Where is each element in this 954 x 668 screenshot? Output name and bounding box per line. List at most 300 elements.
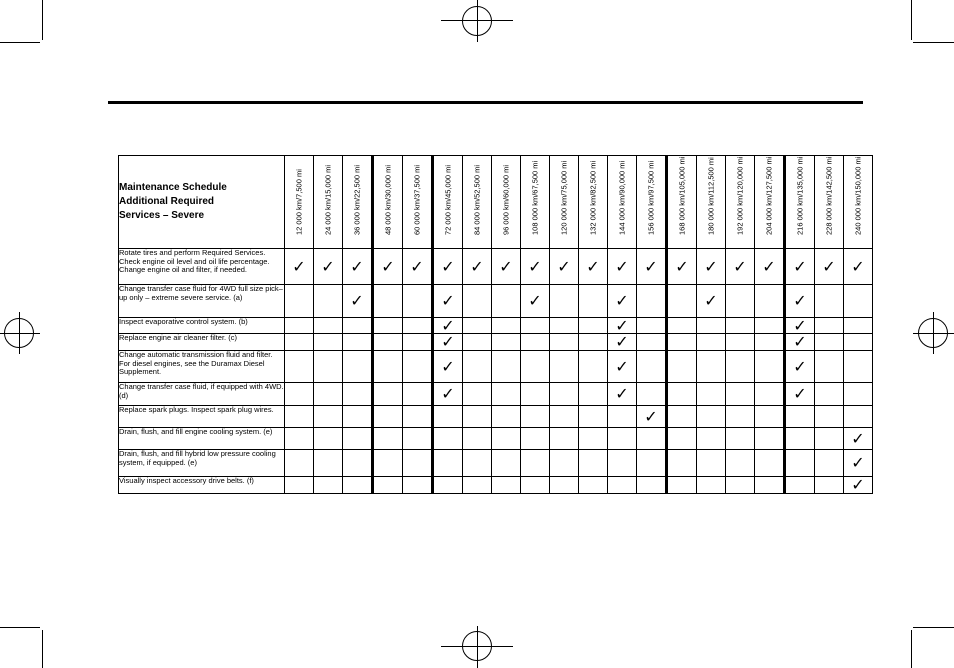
schedule-cell [403, 383, 433, 406]
schedule-cell [815, 334, 844, 351]
schedule-cell [667, 318, 697, 334]
schedule-cell [550, 334, 579, 351]
schedule-cell [755, 406, 785, 428]
table-row [119, 249, 873, 285]
schedule-title [119, 156, 285, 249]
schedule-cell [433, 351, 463, 383]
interval-label: 60 000 km/37,500 mi [412, 164, 422, 235]
schedule-cell [637, 383, 667, 406]
check-mark-icon: ✓ [441, 256, 455, 276]
schedule-cell [608, 450, 637, 477]
schedule-cell [373, 383, 403, 406]
schedule-cell [844, 477, 873, 494]
schedule-cell [285, 383, 314, 406]
schedule-cell [433, 477, 463, 494]
schedule-cell [726, 334, 755, 351]
check-mark-icon: ✓ [470, 256, 484, 276]
schedule-cell [521, 428, 550, 450]
schedule-cell [785, 450, 815, 477]
interval-header [433, 156, 463, 249]
check-mark-icon: ✓ [851, 453, 865, 472]
check-mark-icon: ✓ [321, 256, 335, 276]
schedule-cell [579, 249, 608, 285]
interval-label: 204 000 km/127,500 mi [764, 156, 774, 235]
schedule-cell [521, 383, 550, 406]
schedule-cell [521, 318, 550, 334]
schedule-cell [403, 428, 433, 450]
check-mark-icon: ✓ [644, 256, 658, 276]
schedule-cell [285, 249, 314, 285]
schedule-cell [815, 450, 844, 477]
schedule-cell [492, 351, 521, 383]
service-description: Rotate tires and perform Required Services. Check engine oil level and oil life percentage. Change engine oil and filter, if needed. [119, 249, 285, 285]
schedule-cell [726, 383, 755, 406]
schedule-cell [403, 406, 433, 428]
schedule-cell [343, 383, 373, 406]
interval-label: 120 000 km/75,000 mi [559, 160, 569, 235]
check-mark-icon: ✓ [793, 291, 807, 310]
schedule-cell [521, 351, 550, 383]
check-mark-icon: ✓ [441, 332, 455, 351]
schedule-cell [521, 477, 550, 494]
registration-target-left [4, 318, 34, 348]
service-description: Drain, flush, and fill engine cooling system. (e) [119, 428, 285, 450]
interval-header [403, 156, 433, 249]
interval-label: 216 000 km/135,000 mi [795, 156, 805, 235]
schedule-cell [285, 318, 314, 334]
interval-label: 132 000 km/82,500 mi [588, 160, 598, 235]
check-mark-icon: ✓ [557, 256, 571, 276]
schedule-cell [697, 477, 726, 494]
service-description: Change automatic transmission fluid and filter. For diesel engines, see the Duramax Diesel Supplement. [119, 351, 285, 383]
schedule-cell [433, 383, 463, 406]
schedule-cell [637, 249, 667, 285]
table-row [119, 318, 873, 334]
schedule-cell [726, 249, 755, 285]
schedule-cell [314, 249, 343, 285]
interval-header [463, 156, 492, 249]
schedule-cell [726, 477, 755, 494]
schedule-cell [285, 477, 314, 494]
check-mark-icon: ✓ [615, 291, 629, 310]
schedule-cell [550, 450, 579, 477]
check-mark-icon: ✓ [615, 384, 629, 403]
schedule-cell [815, 318, 844, 334]
schedule-cell [755, 351, 785, 383]
schedule-cell [844, 249, 873, 285]
schedule-cell [697, 285, 726, 318]
schedule-cell [667, 285, 697, 318]
schedule-cell [550, 383, 579, 406]
table-row [119, 450, 873, 477]
table-row [119, 351, 873, 383]
check-mark-icon: ✓ [793, 356, 807, 376]
schedule-cell [579, 318, 608, 334]
schedule-cell [314, 428, 343, 450]
schedule-cell [785, 285, 815, 318]
schedule-cell [373, 249, 403, 285]
schedule-cell [608, 406, 637, 428]
schedule-cell [403, 285, 433, 318]
schedule-cell [844, 351, 873, 383]
check-mark-icon: ✓ [822, 256, 836, 276]
schedule-cell [463, 477, 492, 494]
schedule-cell [608, 285, 637, 318]
interval-header [785, 156, 815, 249]
schedule-cell [697, 334, 726, 351]
schedule-cell [726, 318, 755, 334]
schedule-cell [373, 318, 403, 334]
schedule-cell [755, 285, 785, 318]
interval-label: 24 000 km/15,000 mi [323, 164, 333, 235]
schedule-cell [579, 406, 608, 428]
schedule-cell [403, 334, 433, 351]
check-mark-icon: ✓ [793, 332, 807, 351]
schedule-cell [492, 285, 521, 318]
schedule-cell [403, 249, 433, 285]
schedule-cell [579, 285, 608, 318]
schedule-cell [373, 450, 403, 477]
check-mark-icon: ✓ [350, 256, 364, 276]
schedule-cell [815, 428, 844, 450]
schedule-cell [373, 477, 403, 494]
header-rule [108, 101, 863, 104]
interval-label: 144 000 km/90,000 mi [617, 160, 627, 235]
check-mark-icon: ✓ [615, 256, 629, 276]
schedule-cell [492, 383, 521, 406]
schedule-cell [579, 383, 608, 406]
service-description: Change transfer case fluid, if equipped with 4WD. (d) [119, 383, 285, 406]
schedule-cell [637, 351, 667, 383]
schedule-cell [550, 351, 579, 383]
schedule-cell [844, 334, 873, 351]
table-row [119, 334, 873, 351]
registration-target-right [918, 318, 948, 348]
check-mark-icon: ✓ [441, 384, 455, 403]
schedule-cell [608, 334, 637, 351]
schedule-cell [667, 334, 697, 351]
schedule-cell [373, 334, 403, 351]
table-row [119, 285, 873, 318]
schedule-cell [815, 285, 844, 318]
schedule-cell [785, 351, 815, 383]
maintenance-schedule-table [118, 155, 873, 494]
schedule-cell [637, 406, 667, 428]
interval-header [550, 156, 579, 249]
table-row [119, 406, 873, 428]
schedule-cell [697, 351, 726, 383]
check-mark-icon: ✓ [851, 256, 865, 276]
schedule-cell [755, 249, 785, 285]
schedule-cell [492, 477, 521, 494]
schedule-cell [844, 318, 873, 334]
schedule-cell [815, 477, 844, 494]
schedule-cell [403, 450, 433, 477]
schedule-cell [667, 450, 697, 477]
schedule-cell [637, 428, 667, 450]
check-mark-icon: ✓ [762, 256, 776, 276]
schedule-cell [844, 428, 873, 450]
check-mark-icon: ✓ [441, 356, 455, 376]
check-mark-icon: ✓ [615, 356, 629, 376]
schedule-cell [579, 450, 608, 477]
schedule-cell [343, 351, 373, 383]
schedule-cell [343, 406, 373, 428]
service-description: Change transfer case fluid for 4WD full size pick–up only – extreme severe service. (a) [119, 285, 285, 318]
schedule-cell [314, 285, 343, 318]
interval-header [844, 156, 873, 249]
interval-header [637, 156, 667, 249]
schedule-cell [463, 318, 492, 334]
schedule-cell [343, 450, 373, 477]
schedule-cell [755, 318, 785, 334]
schedule-cell [608, 351, 637, 383]
registration-target-bottom [462, 631, 492, 661]
schedule-cell [550, 406, 579, 428]
schedule-cell [463, 383, 492, 406]
schedule-cell [463, 249, 492, 285]
schedule-cell [785, 406, 815, 428]
interval-header [755, 156, 785, 249]
schedule-cell [550, 318, 579, 334]
schedule-cell [521, 406, 550, 428]
schedule-cell [755, 428, 785, 450]
schedule-cell [667, 249, 697, 285]
schedule-cell [815, 383, 844, 406]
schedule-cell [285, 285, 314, 318]
interval-label: 228 000 km/142,500 mi [824, 156, 834, 235]
schedule-cell [403, 351, 433, 383]
schedule-cell [785, 334, 815, 351]
schedule-cell [550, 285, 579, 318]
schedule-cell [550, 428, 579, 450]
check-mark-icon: ✓ [704, 256, 718, 276]
schedule-cell [579, 351, 608, 383]
interval-label: 168 000 km/105,000 mi [677, 156, 687, 235]
schedule-cell [314, 351, 343, 383]
schedule-cell [785, 383, 815, 406]
schedule-cell [343, 285, 373, 318]
schedule-cell [373, 351, 403, 383]
schedule-cell [637, 318, 667, 334]
interval-header [314, 156, 343, 249]
schedule-cell [608, 249, 637, 285]
schedule-cell [579, 428, 608, 450]
interval-label: 12 000 km/7,500 mi [294, 169, 304, 235]
schedule-cell [314, 406, 343, 428]
interval-header [697, 156, 726, 249]
check-mark-icon: ✓ [793, 315, 807, 335]
schedule-cell [697, 383, 726, 406]
schedule-cell [844, 450, 873, 477]
schedule-cell [463, 406, 492, 428]
schedule-cell [463, 428, 492, 450]
schedule-cell [550, 477, 579, 494]
schedule-cell [521, 249, 550, 285]
schedule-cell [343, 318, 373, 334]
interval-label: 96 000 km/60,000 mi [501, 164, 511, 235]
interval-label: 192 000 km/120,000 mi [735, 156, 745, 235]
schedule-cell [785, 428, 815, 450]
schedule-cell [492, 334, 521, 351]
check-mark-icon: ✓ [793, 384, 807, 403]
check-mark-icon: ✓ [350, 291, 364, 310]
interval-header [373, 156, 403, 249]
schedule-cell [785, 477, 815, 494]
schedule-cell [314, 334, 343, 351]
check-mark-icon: ✓ [644, 406, 658, 426]
schedule-cell [314, 450, 343, 477]
schedule-cell [433, 428, 463, 450]
schedule-cell [785, 249, 815, 285]
service-description: Replace spark plugs. Inspect spark plug wires. [119, 406, 285, 428]
check-mark-icon: ✓ [528, 256, 542, 276]
schedule-cell [314, 383, 343, 406]
schedule-cell [463, 351, 492, 383]
schedule-cell [492, 249, 521, 285]
schedule-cell [285, 351, 314, 383]
schedule-cell [285, 450, 314, 477]
interval-header [815, 156, 844, 249]
check-mark-icon: ✓ [675, 256, 689, 276]
schedule-cell [492, 428, 521, 450]
schedule-cell [697, 428, 726, 450]
schedule-cell [492, 450, 521, 477]
schedule-cell [285, 428, 314, 450]
schedule-cell [492, 406, 521, 428]
table-row [119, 383, 873, 406]
schedule-cell [667, 406, 697, 428]
schedule-cell [637, 334, 667, 351]
interval-header [343, 156, 373, 249]
check-mark-icon: ✓ [851, 428, 865, 448]
schedule-cell [463, 285, 492, 318]
check-mark-icon: ✓ [441, 315, 455, 335]
schedule-cell [755, 334, 785, 351]
interval-label: 180 000 km/112,500 mi [706, 157, 716, 235]
interval-header [492, 156, 521, 249]
check-mark-icon: ✓ [292, 256, 306, 276]
schedule-cell [403, 318, 433, 334]
schedule-cell [433, 249, 463, 285]
schedule-cell [815, 406, 844, 428]
schedule-cell [343, 249, 373, 285]
schedule-cell [726, 285, 755, 318]
schedule-cell [463, 450, 492, 477]
schedule-cell [343, 334, 373, 351]
schedule-cell [521, 450, 550, 477]
schedule-cell [343, 477, 373, 494]
check-mark-icon: ✓ [704, 291, 718, 310]
schedule-cell [608, 477, 637, 494]
schedule-cell [403, 477, 433, 494]
interval-label: 72 000 km/45,000 mi [443, 164, 453, 235]
schedule-cell [726, 450, 755, 477]
schedule-cell [314, 318, 343, 334]
schedule-cell [844, 406, 873, 428]
schedule-cell [755, 477, 785, 494]
check-mark-icon: ✓ [499, 256, 513, 276]
schedule-cell [637, 477, 667, 494]
schedule-cell [433, 450, 463, 477]
interval-label: 156 000 km/97,500 mi [646, 160, 656, 235]
check-mark-icon: ✓ [793, 256, 807, 276]
schedule-cell [285, 334, 314, 351]
schedule-title-line: Additional Required [119, 196, 214, 207]
schedule-cell [433, 285, 463, 318]
schedule-cell [579, 477, 608, 494]
schedule-cell [433, 406, 463, 428]
schedule-cell [755, 450, 785, 477]
schedule-cell [463, 334, 492, 351]
schedule-cell [726, 428, 755, 450]
interval-header-row [119, 156, 873, 249]
check-mark-icon: ✓ [528, 291, 542, 310]
schedule-cell [343, 428, 373, 450]
interval-header [521, 156, 550, 249]
schedule-cell [726, 406, 755, 428]
table-row [119, 477, 873, 494]
schedule-cell [815, 249, 844, 285]
interval-label: 36 000 km/22,500 mi [352, 164, 362, 235]
interval-header [608, 156, 637, 249]
interval-label: 48 000 km/30,000 mi [383, 164, 393, 235]
check-mark-icon: ✓ [733, 256, 747, 276]
schedule-cell [373, 285, 403, 318]
registration-target-top [462, 6, 492, 36]
check-mark-icon: ✓ [615, 332, 629, 351]
service-description: Drain, flush, and fill hybrid low pressure cooling system, if equipped. (e) [119, 450, 285, 477]
schedule-cell [373, 428, 403, 450]
check-mark-icon: ✓ [851, 475, 865, 494]
schedule-cell [285, 406, 314, 428]
schedule-cell [579, 334, 608, 351]
check-mark-icon: ✓ [441, 291, 455, 310]
schedule-cell [637, 285, 667, 318]
schedule-cell [608, 383, 637, 406]
interval-header [579, 156, 608, 249]
interval-header [667, 156, 697, 249]
schedule-cell [844, 383, 873, 406]
schedule-cell [667, 351, 697, 383]
schedule-cell [667, 428, 697, 450]
schedule-cell [697, 450, 726, 477]
schedule-cell [373, 406, 403, 428]
schedule-cell [550, 249, 579, 285]
schedule-cell [755, 383, 785, 406]
schedule-title-line: Services – Severe [119, 210, 205, 221]
schedule-cell [492, 318, 521, 334]
schedule-cell [697, 318, 726, 334]
interval-label: 240 000 km/150,000 mi [853, 156, 863, 235]
schedule-cell [697, 249, 726, 285]
schedule-cell [637, 450, 667, 477]
schedule-cell [667, 383, 697, 406]
schedule-cell [667, 477, 697, 494]
service-description: Replace engine air cleaner filter. (c) [119, 334, 285, 351]
interval-label: 108 000 km/67,500 mi [530, 160, 540, 235]
schedule-cell [697, 406, 726, 428]
check-mark-icon: ✓ [586, 256, 600, 276]
schedule-cell [726, 351, 755, 383]
schedule-cell [314, 477, 343, 494]
check-mark-icon: ✓ [381, 256, 395, 276]
schedule-cell [521, 334, 550, 351]
interval-header [285, 156, 314, 249]
schedule-cell [608, 428, 637, 450]
schedule-cell [844, 285, 873, 318]
schedule-cell [815, 351, 844, 383]
